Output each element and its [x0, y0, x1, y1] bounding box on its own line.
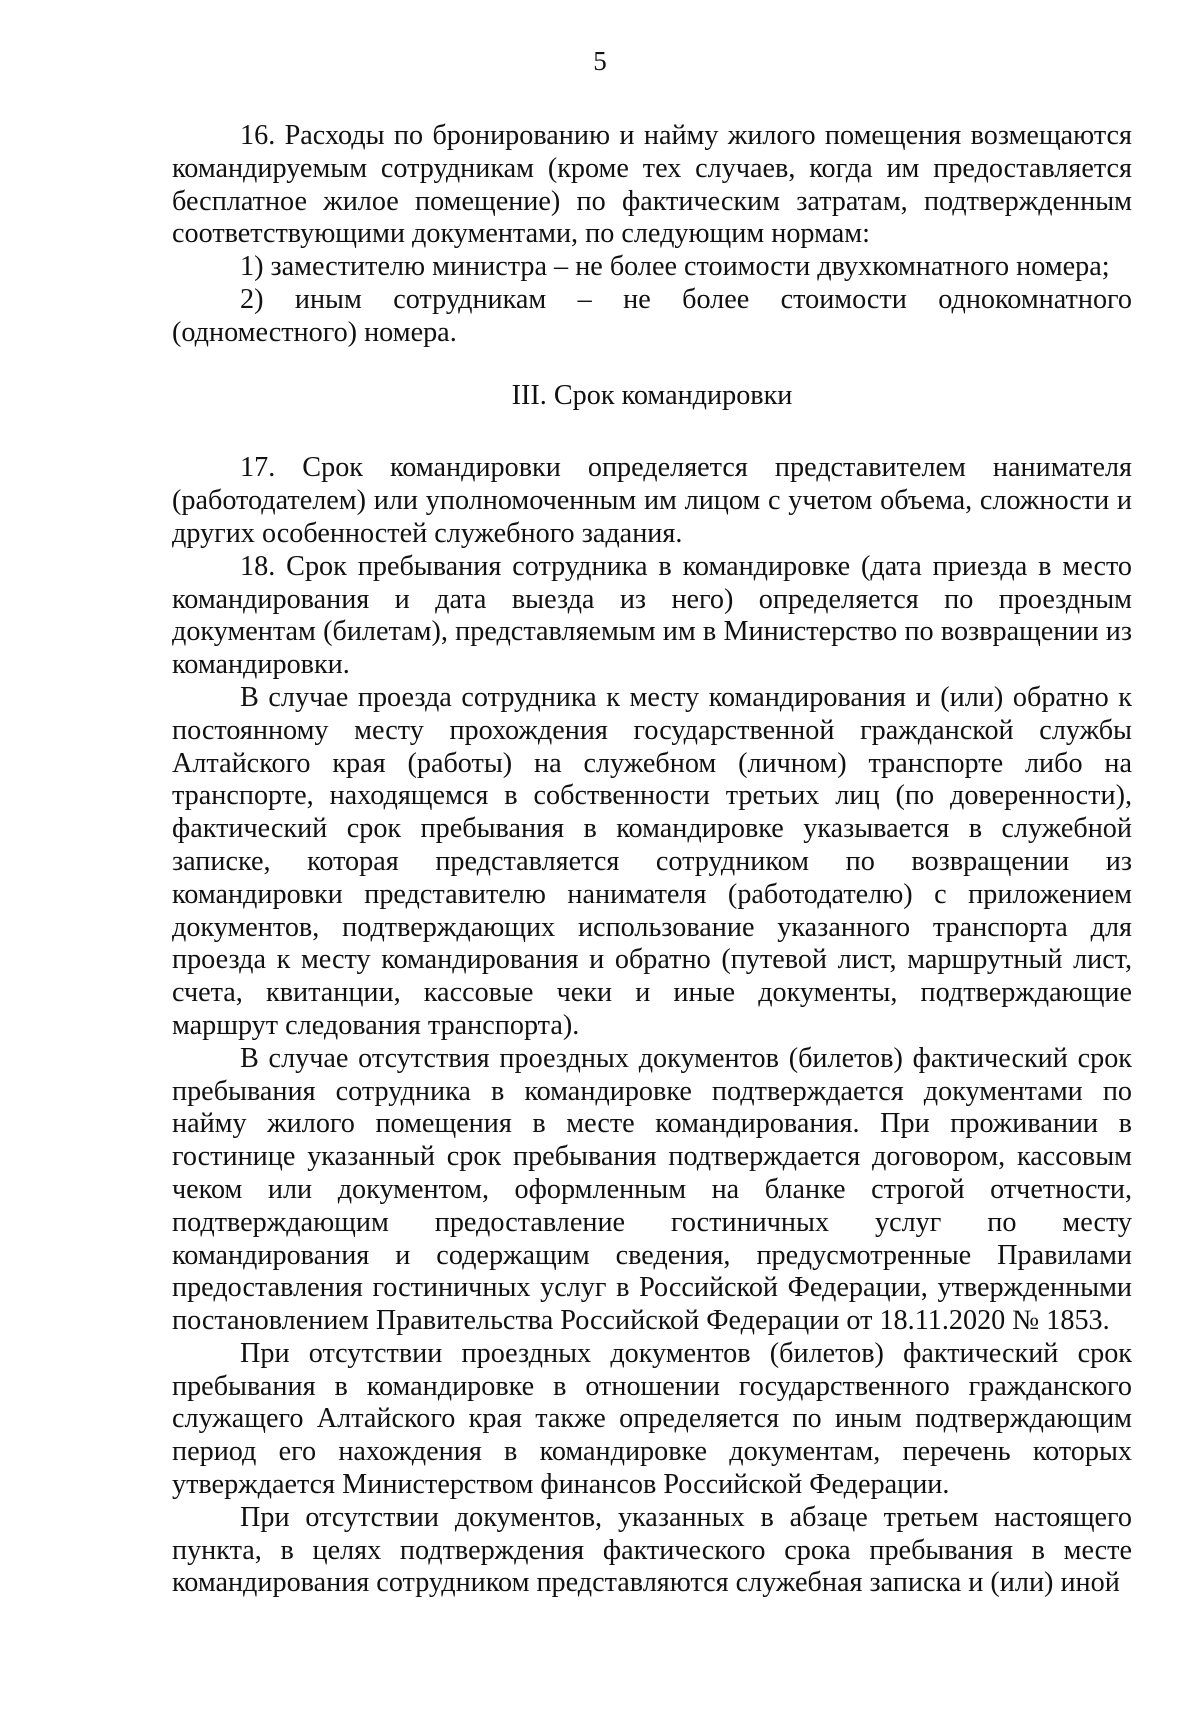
paragraph-18-civil-servant: При отсутствии проездных документов (билетов) фактический срок пребывания в командировке в отношении государственного гражданского служащего Алтайского края также определяется по иным подтверждающим период его нахождения в командировке документам, перечень которых утверждается Министерством финансов Российской Федерации. [172, 1337, 1132, 1501]
paragraph-18-no-documents: При отсутствии документов, указанных в абзаце третьем настоящего пункта, в целях подтверждения фактического срока пребывания в месте командирования сотрудником представляются служебная записка и (или) иной [172, 1501, 1132, 1599]
list-item-deputy-minister: 1) заместителю министра – не более стоимости двухкомнатного номера; [240, 251, 1110, 283]
document-body [172, 120, 1132, 1600]
page-number: 5 [593, 46, 607, 76]
paragraph-18: 18. Срок пребывания сотрудника в командировке (дата приезда в место командирования и дата выезда из него) определяется по проездным документам (билетам), представляемым им в Министерство по возвращении из командировки. [172, 550, 1132, 681]
paragraph-18-transport: В случае проезда сотрудника к месту командирования и (или) обратно к постоянному месту прохождения государственной гражданской службы Алтайского края (работы) на служебном (личном) транспорте либо на транспорте, находящемся в собственности третьих лиц (по доверенности), фактический срок пребывания в командировке указывается в служебной записке, которая представляется сотрудником по возвращении из командировки представителю нанимателя (работодателю) с приложением документов, подтверждающих использование указанного транспорта для проезда к месту командирования и обратно (путевой лист, маршрутный лист, счета, квитанции, кассовые чеки и иные документы, подтверждающие маршрут следования транспорта). [172, 681, 1132, 1041]
section-heading-iii: III. Срок командировки [511, 379, 793, 411]
list-item-other-employees: 2) иным сотрудникам – не более стоимости однокомнатного (одноместного) номера. [172, 283, 1132, 348]
paragraph-17: 17. Срок командировки определяется представителем нанимателя (работодателем) или уполномоченным им лицом с учетом объема, сложности и других особенностей служебного задания. [172, 452, 1132, 549]
paragraph-16: 16. Расходы по бронированию и найму жилого помещения возмещаются командируемым сотрудникам (кроме тех случаев, когда им предоставляется бесплатное жилое помещение) по фактическим затратам, подтвержденным соответствующими документами, по следующим нормам: [172, 120, 1132, 250]
paragraph-18-no-tickets: В случае отсутствия проездных документов (билетов) фактический срок пребывания сотрудника в командировке подтверждается документами по найму жилого помещения в месте командирования. При проживании в гостинице указанный срок пребывания подтверждается договором, кассовым чеком или документом, оформленным на бланке строгой отчетности, подтверждающим предоставление гостиничных услуг по месту командирования и содержащим сведения, предусмотренные Правилами предоставления гостиничных услуг в Российской Федерации, утвержденными постановлением Правительства Российской Федерации от 18.11.2020 № 1853. [172, 1042, 1132, 1337]
